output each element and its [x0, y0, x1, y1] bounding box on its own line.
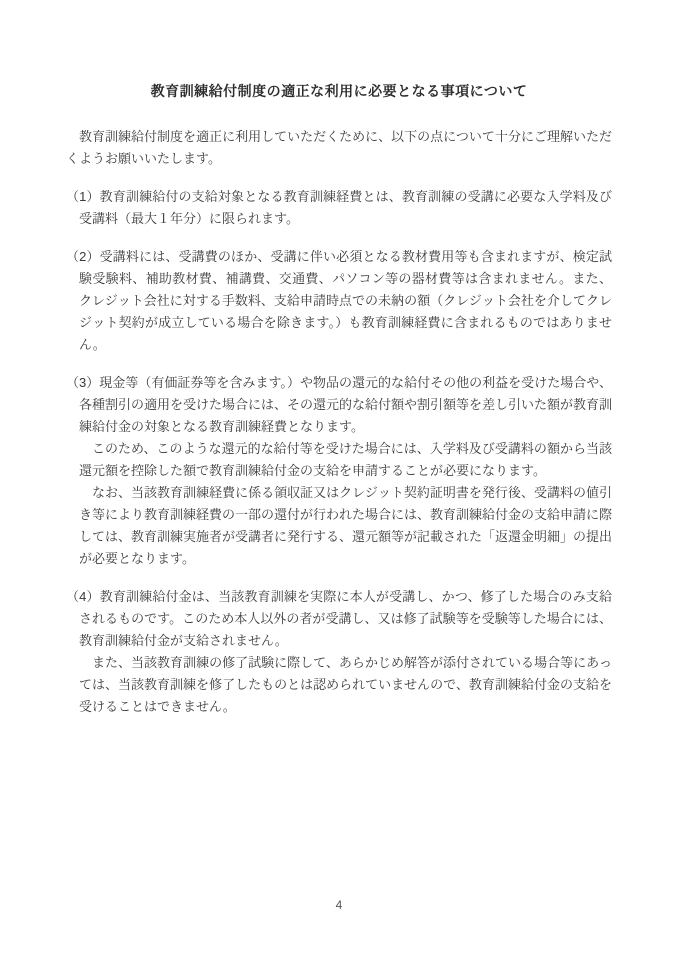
list-item-2 [66, 246, 612, 356]
item-list [66, 186, 612, 718]
item-paragraph: このため、このような還元的な給付等を受けた場合には、入学料及び受講料の額から当該還元額を控除した額で教育訓練給付金の支給を申請することが必要になります。 [79, 441, 612, 478]
document-title: 教育訓練給付制度の適正な利用に必要となる事項について [150, 83, 528, 99]
list-item-1 [66, 186, 612, 230]
item-number: （4） [66, 589, 100, 604]
item-paragraph [66, 372, 613, 438]
item-number: （2） [66, 249, 100, 264]
item-paragraph [66, 586, 613, 652]
item-paragraph: なお、当該教育訓練経費に係る領収証又はクレジット契約証明書を発行後、受講料の値引き等により教育訓練経費の一部の還付が行われた場合には、教育訓練給付金の支給申請に際しては、教育訓練実施者が受講者に発行する、還元額等が記載された「返還金明細」の提出が必要となります。 [79, 485, 613, 566]
item-text: 教育訓練給付の支給対象となる教育訓練経費とは、教育訓練の受講に必要な入学料及び受講料（最大１年分）に限られます。 [79, 189, 612, 226]
page-number: 4 [335, 898, 343, 912]
item-number: （1） [66, 189, 100, 204]
list-item-4 [66, 586, 612, 718]
item-text: 教育訓練給付金は、当該教育訓練を実際に本人が受講し、かつ、修了した場合のみ支給されるものです。このため本人以外の者が受講し、又は修了試験等を受験等した場合には、教育訓練給付金が支給されません。 [79, 589, 613, 648]
item-paragraph [66, 186, 612, 230]
item-paragraph [66, 246, 612, 356]
item-text: 現金等（有価証券等を含みます。）や物品の還元的な給付その他の利益を受けた場合や、各種割引の適用を受けた場合には、その還元的な給付額や割引額等を差し引いた額が教育訓練給付金の対象となる教育訓練経費となります。 [79, 375, 613, 434]
item-number: （3） [66, 375, 100, 390]
list-item-3 [66, 372, 612, 570]
item-paragraph: また、当該教育訓練の修了試験に際して、あらかじめ解答が添付されている場合等にあっては、当該教育訓練を修了したものとは認められていませんので、教育訓練給付金の支給を受けることはできません。 [79, 655, 612, 714]
intro-paragraph: 教育訓練給付制度を適正に利用していただくために、以下の点について十分にご理解いただくようお願いいたします。 [66, 129, 612, 166]
item-text: 受講料には、受講費のほか、受講に伴い必須となる教材費用等も含まれますが、検定試験受験料、補助教材費、補講費、交通費、パソコン等の器材費等は含まれません。また、クレジット会社に対する手数料、支給申請時点での未納の額（クレジット会社を介してクレジット契約が成立している場合を除きます。）も教育訓練経費に含まれるものではありません。 [79, 249, 612, 352]
